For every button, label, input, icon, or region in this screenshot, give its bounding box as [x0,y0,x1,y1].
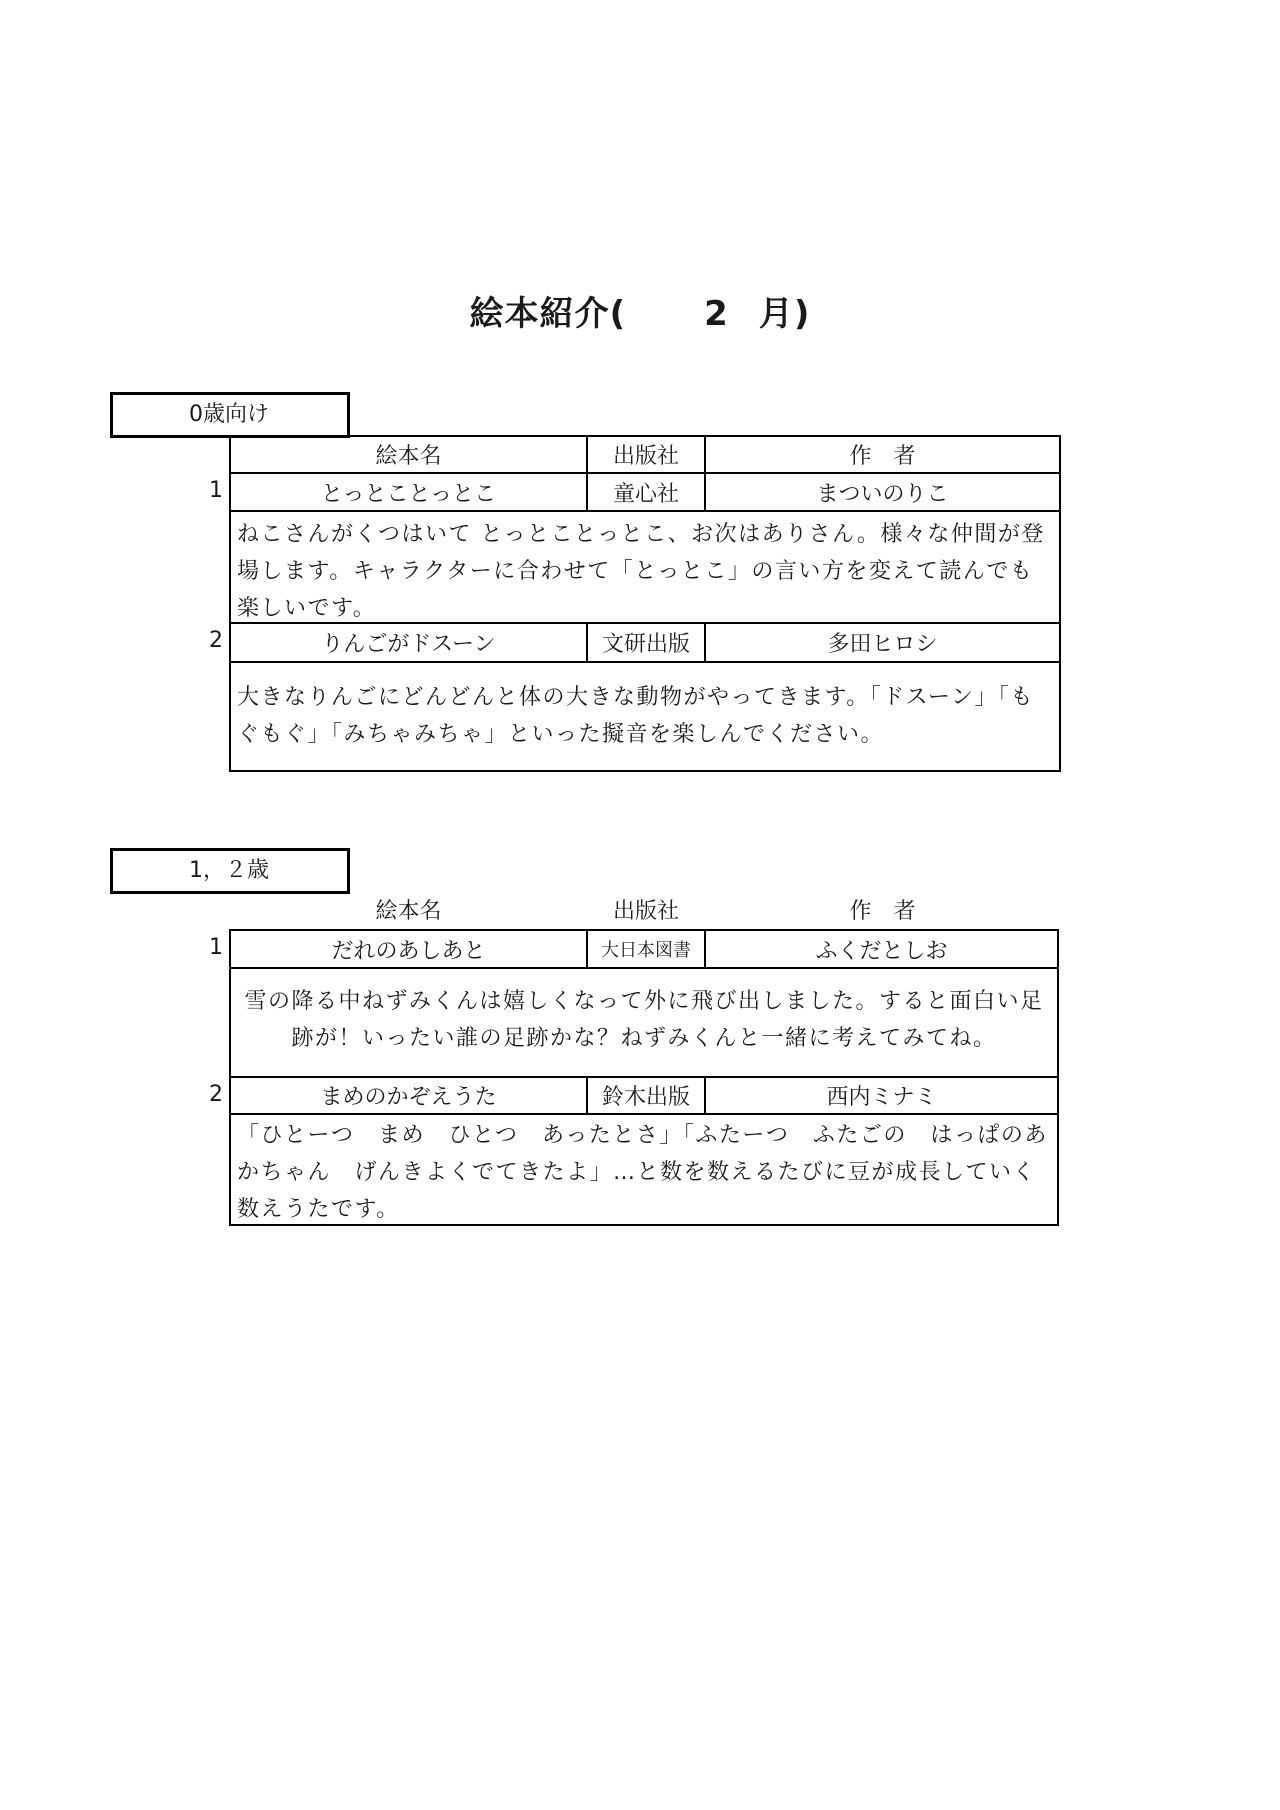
title-month: 2 [704,294,729,334]
book-author: 西内ミナミ [704,1076,1059,1115]
book-author: まついのりこ [704,472,1061,512]
book-publisher: 鈴木出版 [586,1076,706,1115]
page-title [0,286,1280,335]
title-prefix: 絵本紹介( [469,294,627,334]
book-title: まめのかぞえうた [229,1076,588,1115]
book-number: 1 [209,478,223,503]
header-title: 絵本名 [375,899,442,924]
header-author: 作 者 [849,899,916,924]
header-title: 絵本名 [229,435,588,474]
book-publisher: 大日本図書 [586,929,706,969]
book-title: りんごがドスーン [229,622,588,663]
book-description: 大きなりんごにどんどんと体の大きな動物がやってきます。「ドスーン」「もぐもぐ」「みちゃみちゃ」といった擬音を楽しんでください。 [229,661,1061,772]
header-author: 作 者 [704,435,1061,474]
header-publisher: 出版社 [612,899,679,924]
section-label-age0: 0歳向け [110,392,350,438]
header-publisher: 出版社 [586,435,706,474]
section-label-age1-2: 1，２歳 [110,848,350,894]
book-description: 「ひとーつ まめ ひとつ あったとさ」「ふたーつ ふたごの はっぱのあかちゃん げんきよくでてきたよ」…と数を数えるたびに豆が成長していく数えうたです。 [229,1113,1059,1226]
book-number: 1 [209,935,223,960]
book-publisher: 童心社 [586,472,706,512]
book-number: 2 [209,1082,223,1107]
book-number: 2 [209,628,223,653]
title-suffix: 月) [758,294,811,334]
book-description: 雪の降る中ねずみくんは嬉しくなって外に飛び出しました。すると面白い足跡が！いったい誰の足跡かな？ねずみくんと一緒に考えてみてね。 [229,967,1059,1078]
book-publisher: 文研出版 [586,622,706,663]
book-description: ねこさんがくつはいて とっとことっとこ、お次はありさん。様々な仲間が登場します。キャラクターに合わせて「とっとこ」の言い方を変えて読んでも楽しいです。 [229,510,1061,624]
book-author: ふくだとしお [704,929,1059,969]
book-author: 多田ヒロシ [704,622,1061,663]
book-title: だれのあしあと [229,929,588,969]
book-title: とっとことっとこ [229,472,588,512]
